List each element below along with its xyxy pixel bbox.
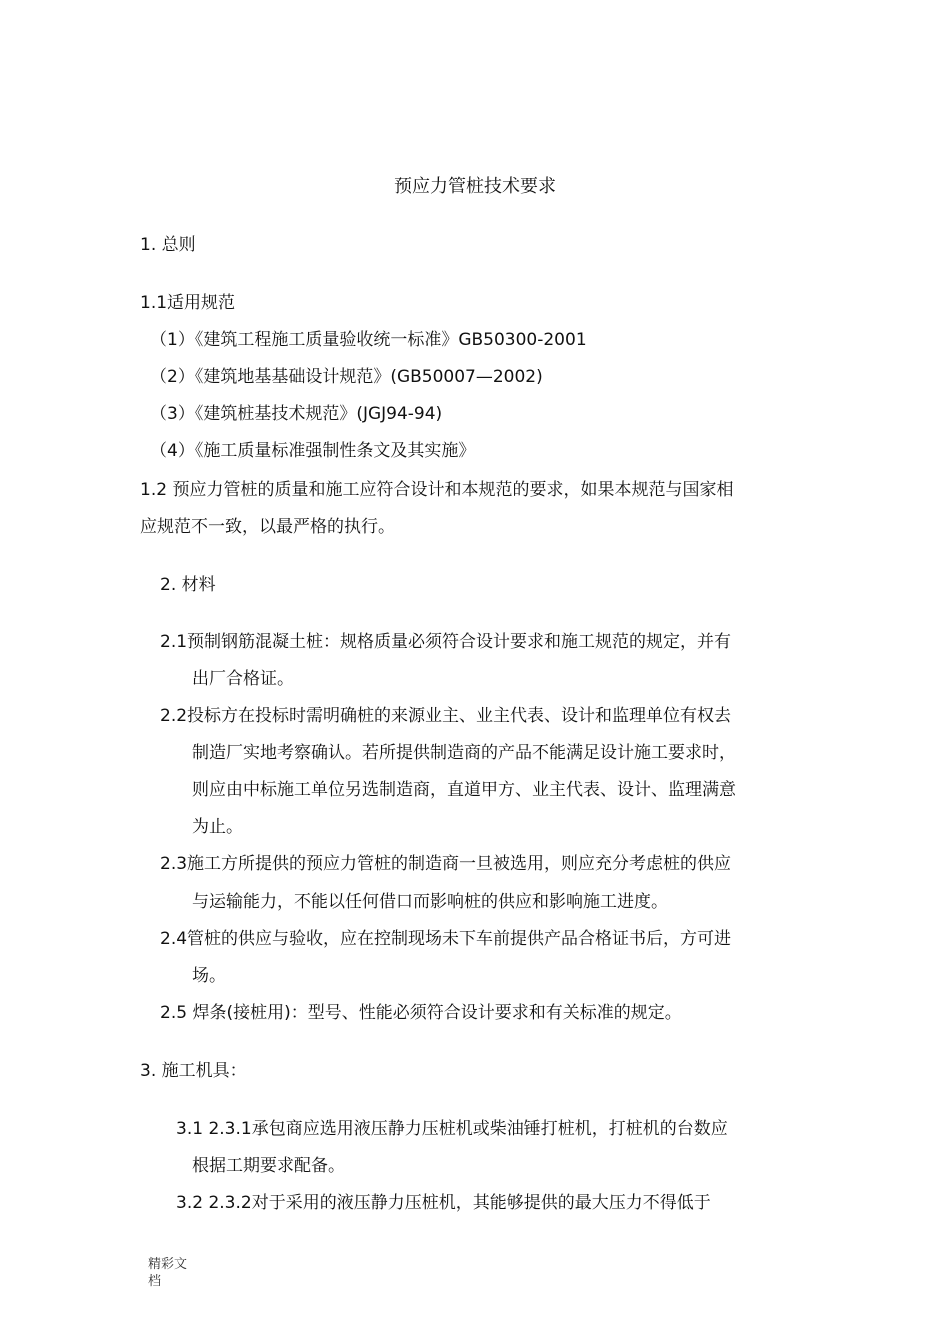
footer-note xyxy=(148,1256,187,1290)
section-heading: 3. 施工机具： xyxy=(140,1061,247,1081)
list-item: （3）《建筑桩基技术规范》(JGJ94-94) xyxy=(150,404,443,424)
paragraph-line: 制造厂实地考察确认。若所提供制造商的产品不能满足设计施工要求时， xyxy=(192,743,736,763)
list-item: （4）《施工质量标准强制性条文及其实施》 xyxy=(150,441,476,461)
subsection-heading: 1.1适用规范 xyxy=(140,293,236,313)
paragraph-line: 应规范不一致，以最严格的执行。 xyxy=(140,517,395,537)
paragraph-line: 2.3施工方所提供的预应力管桩的制造商一旦被选用，则应充分考虑桩的供应 xyxy=(160,854,732,874)
paragraph-line: 2.1预制钢筋混凝土桩：规格质量必须符合设计要求和施工规范的规定，并有 xyxy=(160,632,732,652)
paragraph-line: 根据工期要求配备。 xyxy=(192,1156,345,1176)
paragraph-line: 场。 xyxy=(192,966,226,986)
footer-line: 档 xyxy=(148,1274,162,1289)
paragraph-line: 1.2 预应力管桩的质量和施工应符合设计和本规范的要求，如果本规范与国家相 xyxy=(140,480,734,500)
paragraph-line: 2.2投标方在投标时需明确桩的来源业主、业主代表、设计和监理单位有权去 xyxy=(160,706,732,726)
list-item: （2）《建筑地基基础设计规范》(GB50007—2002) xyxy=(150,367,543,387)
footer-line: 精彩文 xyxy=(148,1257,188,1272)
paragraph-line: 则应由中标施工单位另选制造商，直道甲方、业主代表、设计、监理满意 xyxy=(192,780,736,800)
document-title: 预应力管桩技术要求 xyxy=(394,176,556,197)
paragraph-line: 2.4管桩的供应与验收，应在控制现场未下车前提供产品合格证书后，方可进 xyxy=(160,929,732,949)
paragraph-line: 与运输能力，不能以任何借口而影响桩的供应和影响施工进度。 xyxy=(192,892,668,912)
paragraph-line: 出厂合格证。 xyxy=(192,669,294,689)
section-heading: 1. 总则 xyxy=(140,235,196,255)
paragraph-line: 3.2 2.3.2对于采用的液压静力压桩机，其能够提供的最大压力不得低于 xyxy=(176,1193,711,1213)
list-item: （1）《建筑工程施工质量验收统一标准》GB50300-2001 xyxy=(150,330,587,350)
paragraph-line: 3.1 2.3.1承包商应选用液压静力压桩机或柴油锤打桩机，打桩机的台数应 xyxy=(176,1119,728,1139)
paragraph-line: 2.5 焊条(接桩用)：型号、性能必须符合设计要求和有关标准的规定。 xyxy=(160,1003,682,1023)
section-heading: 2. 材料 xyxy=(160,575,216,595)
paragraph-line: 为止。 xyxy=(192,817,243,837)
